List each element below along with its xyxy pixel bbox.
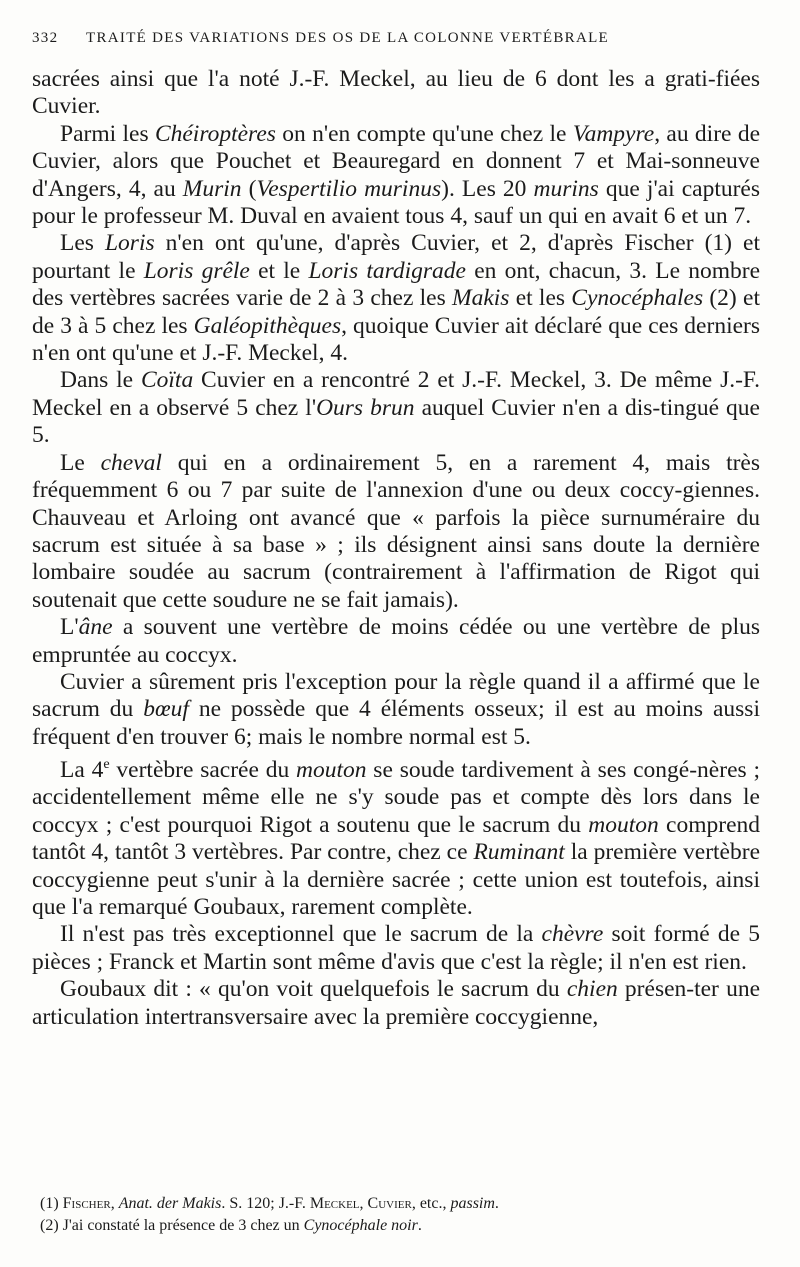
text-span: et le (249, 257, 309, 284)
italic-text: Murin (182, 175, 242, 202)
text-span: Goubaux dit : « qu'on voit quelquefois le sacrum du (60, 976, 567, 1003)
paragraph (32, 66, 760, 121)
paragraph (32, 367, 760, 449)
text-span: que j'ai capturés pour le professeur M. Duval en avaient tous 4, sauf un qui en avait 6 et un 7. (32, 175, 761, 230)
text-span: . S. 120; J.-F. (221, 1195, 310, 1212)
italic-text: Coïta (140, 367, 194, 394)
italic-text: passim (450, 1195, 495, 1212)
text-span: se soude tardivement à ses congé-nères ; accidentellement même elle ne s'y soude pas et compte dès lors dans le coccyx ; c'est pourquoi Rigot a soutenu que le sacrum du (32, 756, 760, 838)
italic-text: murins (533, 175, 599, 202)
text-span: La 4 (60, 756, 104, 783)
paragraph (32, 976, 760, 1031)
text-span: auquel Cuvier n'en a dis-tingué que 5. (32, 394, 760, 449)
text-span: en ont, chacun, 3. Le nombre des vertèbres sacrées varie de 2 à 3 chez les (32, 257, 761, 312)
italic-text: Ruminant (473, 839, 565, 866)
italic-text: Ours brun (316, 394, 415, 421)
text-span: ). Les 20 (441, 175, 534, 202)
text-span: comprend tantôt 4, tantôt 3 vertèbres. Par contre, chez ce (32, 811, 760, 866)
text-span: , (359, 1195, 368, 1212)
text-span: ne possède que 4 éléments osseux; il est au moins aussi fréquent d'en trouver 6; mais le nombre normal est 5. (32, 696, 760, 750)
author-name: Meckel (309, 1195, 360, 1212)
italic-text: Vespertilio murinus (256, 175, 442, 202)
text-span: . (417, 1217, 422, 1234)
paragraph (32, 921, 760, 976)
running-header (32, 30, 772, 47)
text-span: Cuvier en a rencontré 2 et J.-F. Meckel, 3. De même J.-F. Meckel en a observé 5 chez l' (32, 367, 760, 421)
text-span: et les (509, 285, 572, 312)
italic-text: Cynocéphales (571, 285, 704, 312)
italic-text: âne (78, 614, 113, 641)
italic-text: cheval (100, 449, 162, 476)
text-span: présen-ter une articulation intertransversaire avec la première coccygienne, (32, 976, 760, 1030)
text-span: ( (241, 175, 257, 202)
paragraph (32, 230, 760, 367)
author-name: Cuvier (367, 1195, 412, 1212)
italic-text: chien (566, 976, 618, 1003)
text-span: Les (60, 230, 105, 257)
italic-text: Loris (104, 230, 155, 257)
text-span: Parmi les (60, 120, 155, 147)
italic-text: bœuf (143, 696, 189, 723)
italic-text: Anat. der Makis (118, 1195, 222, 1212)
italic-text: mouton (296, 756, 367, 783)
paragraph (32, 614, 760, 669)
text-span: L' (60, 614, 79, 641)
author-name: Fischer (62, 1195, 111, 1212)
text-span: Dans le (60, 367, 141, 394)
italic-text: Loris tardigrade (308, 257, 466, 284)
text-span: Cuvier a sûrement pris l'exception pour la règle quand il a affirmé que le sacrum du (32, 668, 760, 723)
footnotes (40, 1193, 760, 1237)
text-span: , etc., (411, 1195, 451, 1212)
text-span: (2) et de 3 à 5 chez les (32, 285, 760, 339)
text-span: soit formé de 5 pièces ; Franck et Martin sont même d'avis que c'est la règle; il n'en est rien. (32, 921, 761, 975)
text-span: qui en a ordinairement 5, en a rarement 4, mais très fréquemment 6 ou 7 par suite de l'annexion d'une ou deux coccy-giennes. Chauveau et Arloing ont avancé que « parfois la pièce surnuméraire du sacrum est située à sa base » ; ils désignent ainsi sans doute la dernière lombaire soudée au sacrum (contrairement à l'affirmation de Rigot qui soutenait que cette soudure ne se fait jamais). (32, 449, 760, 613)
italic-text: Makis (452, 285, 510, 312)
italic-text: mouton (588, 811, 659, 838)
superscript-text: e (103, 756, 110, 773)
text-span: a souvent une vertèbre de moins cédée ou une vertèbre de plus empruntée au coccyx. (32, 614, 760, 668)
text-span: n'en ont qu'une, d'après Cuvier, et 2, d'après Fischer (1) et pourtant le (32, 230, 760, 284)
text-span: on n'en compte qu'une chez le (275, 120, 573, 147)
text-span: vertèbre sacrée du (109, 756, 296, 783)
italic-text: Galéopithèques (193, 312, 342, 339)
text-span: , (110, 1195, 119, 1212)
footnote (40, 1193, 760, 1215)
italic-text: chèvre (541, 921, 604, 948)
paragraph (32, 751, 760, 921)
text-span: la première vertèbre coccygienne peut s'unir à la dernière sacrée ; cette union est toutefois, ainsi que l'a remarqué Goubaux, rarement complète. (32, 839, 760, 921)
page-number: 332 (32, 30, 59, 46)
text-span: , au dire de Cuvier, alors que Pouchet et Beauregard en donnent 7 et Mai-sonneuve d'Angers, 4, au (32, 120, 760, 202)
text-span: Le (60, 449, 101, 476)
running-title: TRAITÉ DES VARIATIONS DES OS DE LA COLONNE VERTÉBRALE (86, 30, 610, 46)
italic-text: Loris grêle (143, 257, 250, 284)
text-span: , quoique Cuvier ait déclaré que ces derniers n'en ont qu'une et J.-F. Meckel, 4. (32, 312, 760, 367)
text-span: Il n'est pas très exceptionnel que le sacrum de la (60, 921, 542, 948)
text-span: sacrées ainsi que l'a noté J.-F. Meckel, au lieu de 6 dont les a grati-fiées Cuvier. (32, 66, 760, 120)
body-text (32, 66, 760, 1031)
paragraph (32, 121, 760, 231)
text-span: (2) J'ai constaté la présence de 3 chez un (40, 1217, 304, 1234)
paragraph (32, 450, 760, 614)
footnote (40, 1215, 760, 1237)
italic-text: Chéiroptères (154, 120, 276, 147)
italic-text: Cynocéphale noir (303, 1217, 418, 1234)
paragraph (32, 669, 760, 751)
text-span: . (494, 1195, 499, 1212)
text-span: (1) (40, 1195, 63, 1212)
italic-text: Vampyre (572, 120, 655, 147)
